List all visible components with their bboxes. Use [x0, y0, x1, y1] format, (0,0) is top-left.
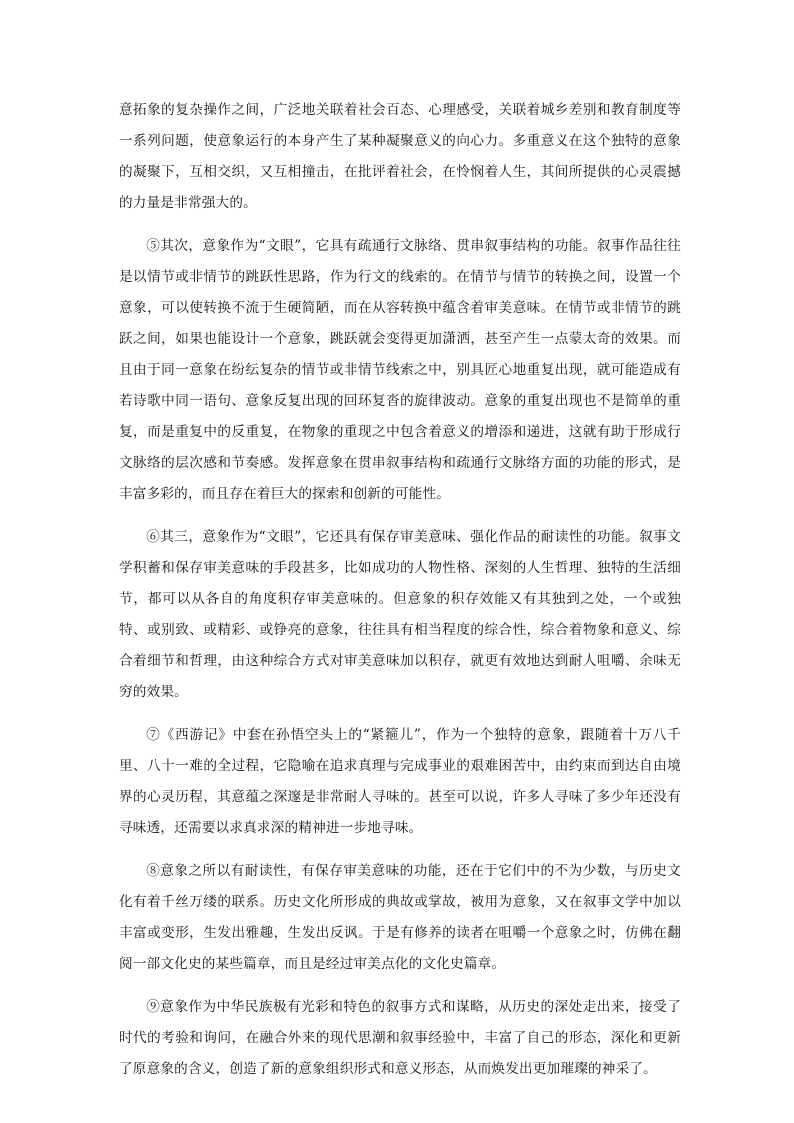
paragraph-6: ⑥其三，意象作为“文眼”，它还具有保存审美意味、强化作品的耐读性的功能。叙事文学积蓄和保存审美意味的手段甚多，比如成功的人物性格、深刻的人生哲理、独特的生活细节，都可以从各自的角度积存审美意味的。但意象的积存效能又有其独到之处，一个或独特、或别致、或精彩、或铮亮的意象，往往具有相当程度的综合性，综合着物象和意义、综合着细节和哲理，由这种综合方式对审美意味加以积存，就更有效地达到耐人咀嚼、余味无穷的效果。 [119, 529, 681, 700]
paragraph-7: ⑦《西游记》中套在孙悟空头上的“紧箍儿”，作为一个独特的意象，跟随着十万八千里、八十一难的全过程，它隐喻在追求真理与完成事业的艰难困苦中，由约束而到达自由境界的心灵历程，其意蕴之深邃是非常耐人寻味的。甚至可以说，许多人寻味了多少年还没有寻味透，还需要以求真求深的精神进一步地寻味。 [119, 727, 681, 836]
article-body [119, 95, 681, 1097]
paragraph-continuation: 意拓象的复杂操作之间，广泛地关联着社会百态、心理感受，关联着城乡差别和教育制度等一系列问题，使意象运行的本身产生了某种凝聚意义的向心力。多重意义在这个独特的意象的凝聚下，互相交织，又互相撞击，在批评着社会，在怜悯着人生，其间所提供的心灵震撼的力量是非常强大的。 [119, 102, 681, 211]
paragraph-5: ⑤其次，意象作为“文眼”，它具有疏通行文脉络、贯串叙事结构的功能。叙事作品往往是以情节或非情节的跳跃性思路，作为行文的线索的。在情节与情节的转换之间，设置一个意象，可以使转换不流于生硬简陋，而在从容转换中蕴含着审美意味。在情节或非情节的跳跃之间，如果也能设计一个意象，跳跃就会变得更加潇洒，甚至产生一点蒙太奇的效果。而且由于同一意象在纷纭复杂的情节或非情节线索之中，别具匠心地重复出现，就可能造成有若诗歌中同一语句、意象反复出现的回环复沓的旋律波动。意象的重复出现也不是简单的重复，而是重复中的反重复，在物象的重现之中包含着意义的增添和递进，这就有助于形成行文脉络的层次感和节奏感。发挥意象在贯串叙事结构和疏通行文脉络方面的功能的形式，是丰富多彩的，而且存在着巨大的探索和创新的可能性。 [119, 238, 681, 502]
paragraph-8: ⑧意象之所以有耐读性，有保存审美意味的功能，还在于它们中的不为少数，与历史文化有着千丝万缕的联系。历史文化所形成的典故或掌故，被用为意象，又在叙事文学中加以丰富或变形，生发出雅趣，生发出反讽。于是有修养的读者在咀嚼一个意象之时，仿佛在翻阅一部文化史的某些篇章，而且是经过审美点化的文化史篇章。 [119, 863, 681, 972]
paragraph-9: ⑨意象作为中华民族极有光彩和特色的叙事方式和谋略，从历史的深处走出来，接受了时代的考验和询问，在融合外来的现代思潮和叙事经验中，丰富了自己的形态，深化和更新了原意象的含义，创造了新的意象组织形式和意义形态，从而焕发出更加璀璨的神采了。 [119, 999, 681, 1077]
